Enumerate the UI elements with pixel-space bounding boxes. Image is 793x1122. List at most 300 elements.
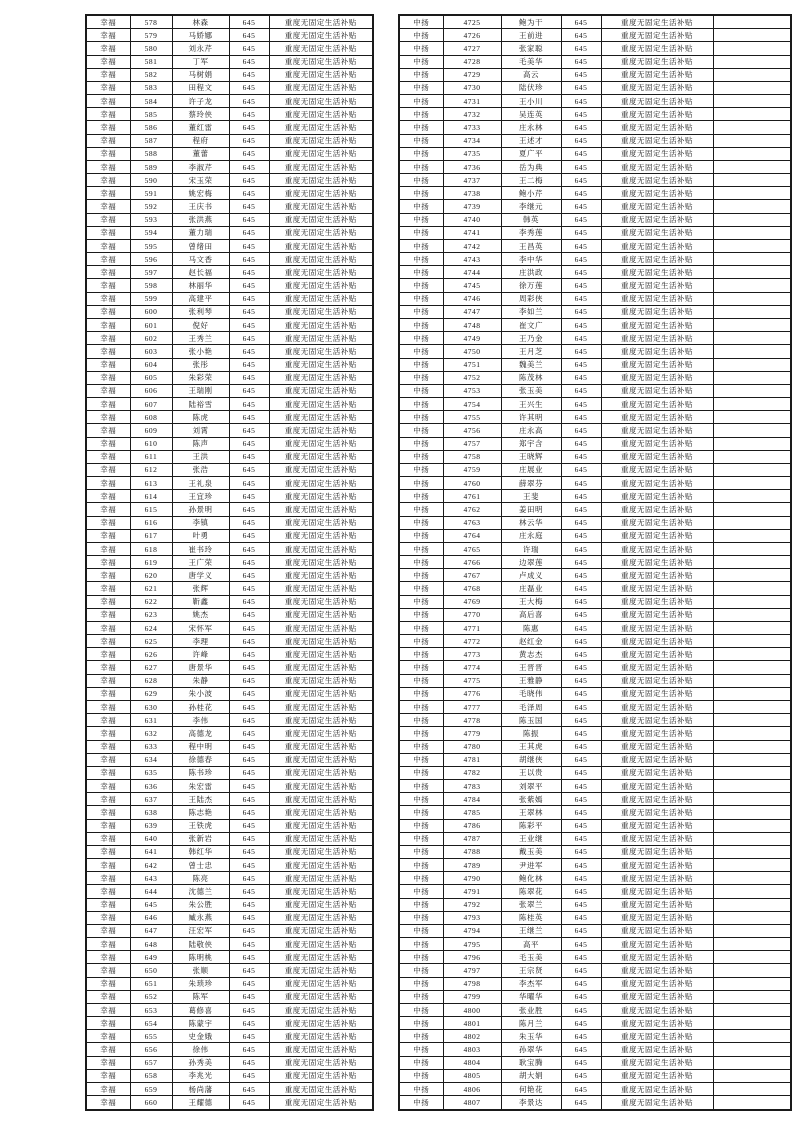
empty-cell — [713, 780, 791, 793]
amount-cell: 645 — [561, 898, 601, 911]
name-cell: 马树娟 — [172, 68, 229, 81]
serial-cell: 4783 — [443, 780, 501, 793]
subsidy-cell: 重度无固定生活补贴 — [601, 490, 713, 503]
serial-cell: 4740 — [443, 213, 501, 226]
amount-cell: 645 — [561, 55, 601, 68]
subsidy-cell: 重度无固定生活补贴 — [601, 1056, 713, 1069]
amount-cell: 645 — [229, 332, 269, 345]
subsidy-cell: 重度无固定生活补贴 — [269, 1030, 373, 1043]
region-cell: 幸福 — [86, 226, 130, 239]
serial-cell: 582 — [130, 68, 172, 81]
subsidy-cell: 重度无固定生活补贴 — [601, 542, 713, 555]
name-cell: 高后喜 — [501, 608, 561, 621]
subsidy-cell: 重度无固定生活补贴 — [601, 174, 713, 187]
serial-cell: 4771 — [443, 621, 501, 634]
empty-cell — [713, 226, 791, 239]
subsidy-cell: 重度无固定生活补贴 — [269, 569, 373, 582]
serial-cell: 614 — [130, 490, 172, 503]
table-row — [86, 753, 373, 766]
subsidy-cell: 重度无固定生活补贴 — [601, 753, 713, 766]
serial-cell: 4770 — [443, 608, 501, 621]
subsidy-cell: 重度无固定生活补贴 — [601, 29, 713, 42]
serial-cell: 585 — [130, 108, 172, 121]
subsidy-cell: 重度无固定生活补贴 — [601, 569, 713, 582]
serial-cell: 634 — [130, 753, 172, 766]
region-cell: 中扬 — [399, 200, 443, 213]
serial-cell: 638 — [130, 806, 172, 819]
empty-cell — [713, 700, 791, 713]
empty-cell — [713, 1096, 791, 1110]
subsidy-cell: 重度无固定生活补贴 — [601, 529, 713, 542]
serial-cell: 619 — [130, 556, 172, 569]
table-row — [399, 121, 791, 134]
serial-cell: 4784 — [443, 793, 501, 806]
table-row — [399, 845, 791, 858]
name-cell: 李继元 — [501, 200, 561, 213]
amount-cell: 645 — [229, 608, 269, 621]
name-cell: 崔文广 — [501, 319, 561, 332]
subsidy-cell: 重度无固定生活补贴 — [269, 621, 373, 634]
table-row — [399, 42, 791, 55]
region-cell: 幸福 — [86, 516, 130, 529]
region-cell: 幸福 — [86, 1017, 130, 1030]
serial-cell: 583 — [130, 81, 172, 94]
subsidy-cell: 重度无固定生活补贴 — [269, 305, 373, 318]
serial-cell: 4776 — [443, 687, 501, 700]
amount-cell: 645 — [561, 424, 601, 437]
amount-cell: 645 — [229, 42, 269, 55]
region-cell: 中扬 — [399, 160, 443, 173]
serial-cell: 4760 — [443, 477, 501, 490]
name-cell: 戴玉美 — [501, 845, 561, 858]
amount-cell: 645 — [561, 806, 601, 819]
region-cell: 幸福 — [86, 740, 130, 753]
amount-cell: 645 — [561, 582, 601, 595]
table-row — [399, 898, 791, 911]
serial-cell: 641 — [130, 845, 172, 858]
table-row — [86, 819, 373, 832]
empty-cell — [713, 529, 791, 542]
name-cell: 刘翠平 — [501, 780, 561, 793]
amount-cell: 645 — [561, 714, 601, 727]
serial-cell: 4755 — [443, 411, 501, 424]
amount-cell: 645 — [229, 239, 269, 252]
region-cell: 幸福 — [86, 542, 130, 555]
table-row — [86, 859, 373, 872]
subsidy-cell: 重度无固定生活补贴 — [601, 1082, 713, 1095]
name-cell: 魏美兰 — [501, 358, 561, 371]
amount-cell: 645 — [561, 42, 601, 55]
amount-cell: 645 — [229, 424, 269, 437]
amount-cell: 645 — [229, 885, 269, 898]
name-cell: 王礼泉 — [172, 477, 229, 490]
subsidy-cell: 重度无固定生活补贴 — [269, 490, 373, 503]
subsidy-cell: 重度无固定生活补贴 — [269, 371, 373, 384]
name-cell: 王乃金 — [501, 332, 561, 345]
table-row — [86, 411, 373, 424]
region-cell: 中扬 — [399, 898, 443, 911]
table-row — [86, 938, 373, 951]
empty-cell — [713, 648, 791, 661]
name-cell: 葛修喜 — [172, 1003, 229, 1016]
region-cell: 幸福 — [86, 569, 130, 582]
amount-cell: 645 — [229, 437, 269, 450]
serial-cell: 4788 — [443, 845, 501, 858]
table-row — [399, 134, 791, 147]
serial-cell: 601 — [130, 319, 172, 332]
serial-cell: 4758 — [443, 450, 501, 463]
amount-cell: 645 — [561, 411, 601, 424]
name-cell: 王洪 — [172, 450, 229, 463]
table-row — [399, 569, 791, 582]
subsidy-cell: 重度无固定生活补贴 — [601, 872, 713, 885]
amount-cell: 645 — [561, 753, 601, 766]
serial-cell: 588 — [130, 147, 172, 160]
table-row — [86, 740, 373, 753]
name-cell: 朱彩荣 — [172, 371, 229, 384]
region-cell: 中扬 — [399, 55, 443, 68]
serial-cell: 591 — [130, 187, 172, 200]
region-cell: 中扬 — [399, 569, 443, 582]
table-row — [399, 1030, 791, 1043]
name-cell: 蔡玲侠 — [172, 108, 229, 121]
amount-cell: 645 — [561, 674, 601, 687]
name-cell: 陆敬侠 — [172, 938, 229, 951]
amount-cell: 645 — [229, 819, 269, 832]
region-cell: 中扬 — [399, 411, 443, 424]
subsidy-cell: 重度无固定生活补贴 — [601, 859, 713, 872]
amount-cell: 645 — [229, 200, 269, 213]
subsidy-cell: 重度无固定生活补贴 — [601, 411, 713, 424]
serial-cell: 616 — [130, 516, 172, 529]
name-cell: 毛玉美 — [501, 951, 561, 964]
region-cell: 中扬 — [399, 1069, 443, 1082]
serial-cell: 626 — [130, 648, 172, 661]
serial-cell: 629 — [130, 687, 172, 700]
name-cell: 卢成义 — [501, 569, 561, 582]
region-cell: 中扬 — [399, 68, 443, 81]
serial-cell: 4753 — [443, 384, 501, 397]
name-cell: 董蕾 — [172, 147, 229, 160]
subsidy-cell: 重度无固定生活补贴 — [269, 1096, 373, 1110]
table-row — [86, 226, 373, 239]
table-row — [86, 266, 373, 279]
name-cell: 姚杰 — [172, 608, 229, 621]
empty-cell — [713, 1030, 791, 1043]
subsidy-cell: 重度无固定生活补贴 — [269, 1003, 373, 1016]
region-cell: 幸福 — [86, 964, 130, 977]
serial-cell: 4736 — [443, 160, 501, 173]
table-row — [399, 1069, 791, 1082]
serial-cell: 625 — [130, 635, 172, 648]
table-row — [399, 15, 791, 29]
table-row — [399, 55, 791, 68]
subsidy-cell: 重度无固定生活补贴 — [269, 398, 373, 411]
empty-cell — [713, 253, 791, 266]
table-row — [399, 345, 791, 358]
amount-cell: 645 — [561, 239, 601, 252]
serial-cell: 4780 — [443, 740, 501, 753]
serial-cell: 4725 — [443, 15, 501, 29]
table-row — [86, 424, 373, 437]
amount-cell: 645 — [561, 174, 601, 187]
region-cell: 幸福 — [86, 95, 130, 108]
name-cell: 朱公胜 — [172, 898, 229, 911]
serial-cell: 639 — [130, 819, 172, 832]
amount-cell: 645 — [561, 780, 601, 793]
amount-cell: 645 — [229, 226, 269, 239]
empty-cell — [713, 819, 791, 832]
name-cell: 崔书玲 — [172, 542, 229, 555]
amount-cell: 645 — [561, 516, 601, 529]
amount-cell: 645 — [229, 806, 269, 819]
amount-cell: 645 — [561, 147, 601, 160]
subsidy-cell: 重度无固定生活补贴 — [269, 266, 373, 279]
amount-cell: 645 — [561, 556, 601, 569]
region-cell: 幸福 — [86, 595, 130, 608]
serial-cell: 621 — [130, 582, 172, 595]
amount-cell: 645 — [229, 898, 269, 911]
subsidy-cell: 重度无固定生活补贴 — [269, 437, 373, 450]
region-cell: 中扬 — [399, 766, 443, 779]
amount-cell: 645 — [229, 727, 269, 740]
amount-cell: 645 — [229, 213, 269, 226]
table-row — [86, 1003, 373, 1016]
region-cell: 中扬 — [399, 332, 443, 345]
amount-cell: 645 — [229, 700, 269, 713]
serial-cell: 4772 — [443, 635, 501, 648]
name-cell: 朱玉华 — [501, 1030, 561, 1043]
serial-cell: 4790 — [443, 872, 501, 885]
serial-cell: 640 — [130, 832, 172, 845]
amount-cell: 645 — [229, 687, 269, 700]
subsidy-cell: 重度无固定生活补贴 — [601, 384, 713, 397]
table-row — [399, 832, 791, 845]
subsidy-cell: 重度无固定生活补贴 — [269, 635, 373, 648]
region-cell: 中扬 — [399, 213, 443, 226]
table-row — [86, 964, 373, 977]
empty-cell — [713, 174, 791, 187]
amount-cell: 645 — [561, 529, 601, 542]
name-cell: 程中明 — [172, 740, 229, 753]
empty-cell — [713, 595, 791, 608]
region-cell: 幸福 — [86, 845, 130, 858]
subsidy-cell: 重度无固定生活补贴 — [601, 938, 713, 951]
name-cell: 毛泽周 — [501, 700, 561, 713]
amount-cell: 645 — [229, 911, 269, 924]
region-cell: 幸福 — [86, 279, 130, 292]
name-cell: 陈玉国 — [501, 714, 561, 727]
subsidy-cell: 重度无固定生活补贴 — [269, 990, 373, 1003]
empty-cell — [713, 911, 791, 924]
region-cell: 中扬 — [399, 1003, 443, 1016]
empty-cell — [713, 42, 791, 55]
serial-cell: 4762 — [443, 503, 501, 516]
serial-cell: 623 — [130, 608, 172, 621]
region-cell: 幸福 — [86, 621, 130, 634]
table-row — [399, 806, 791, 819]
serial-cell: 613 — [130, 477, 172, 490]
table-row — [399, 503, 791, 516]
subsidy-cell: 重度无固定生活补贴 — [269, 727, 373, 740]
subsidy-cell: 重度无固定生活补贴 — [601, 371, 713, 384]
empty-cell — [713, 490, 791, 503]
amount-cell: 645 — [229, 68, 269, 81]
table-row — [399, 582, 791, 595]
name-cell: 张彤 — [172, 358, 229, 371]
region-cell: 幸福 — [86, 68, 130, 81]
table-row — [86, 793, 373, 806]
region-cell: 中扬 — [399, 490, 443, 503]
serial-cell: 633 — [130, 740, 172, 753]
region-cell: 中扬 — [399, 516, 443, 529]
table-row — [86, 160, 373, 173]
region-cell: 中扬 — [399, 885, 443, 898]
region-cell: 中扬 — [399, 1056, 443, 1069]
table-row — [86, 358, 373, 371]
name-cell: 王瑞刚 — [172, 384, 229, 397]
subsidy-cell: 重度无固定生活补贴 — [601, 740, 713, 753]
amount-cell: 645 — [229, 714, 269, 727]
region-cell: 幸福 — [86, 911, 130, 924]
name-cell: 王雅静 — [501, 674, 561, 687]
region-cell: 中扬 — [399, 700, 443, 713]
amount-cell: 645 — [561, 332, 601, 345]
region-cell: 幸福 — [86, 174, 130, 187]
subsidy-cell: 重度无固定生活补贴 — [269, 648, 373, 661]
empty-cell — [713, 661, 791, 674]
serial-cell: 4757 — [443, 437, 501, 450]
region-cell: 幸福 — [86, 490, 130, 503]
table-row — [86, 174, 373, 187]
region-cell: 幸福 — [86, 200, 130, 213]
table-row — [86, 1096, 373, 1110]
subsidy-cell: 重度无固定生活补贴 — [601, 595, 713, 608]
region-cell: 幸福 — [86, 15, 130, 29]
region-cell: 幸福 — [86, 977, 130, 990]
subsidy-cell: 重度无固定生活补贴 — [601, 635, 713, 648]
table-row — [399, 938, 791, 951]
region-cell: 中扬 — [399, 911, 443, 924]
table-row — [399, 108, 791, 121]
amount-cell: 645 — [229, 556, 269, 569]
serial-cell: 4798 — [443, 977, 501, 990]
table-row — [399, 239, 791, 252]
subsidy-cell: 重度无固定生活补贴 — [269, 714, 373, 727]
serial-cell: 4769 — [443, 595, 501, 608]
serial-cell: 656 — [130, 1043, 172, 1056]
region-cell: 幸福 — [86, 661, 130, 674]
empty-cell — [713, 477, 791, 490]
region-cell: 中扬 — [399, 450, 443, 463]
serial-cell: 617 — [130, 529, 172, 542]
name-cell: 曾士忠 — [172, 859, 229, 872]
region-cell: 中扬 — [399, 437, 443, 450]
serial-cell: 651 — [130, 977, 172, 990]
table-row — [86, 648, 373, 661]
subsidy-cell: 重度无固定生活补贴 — [269, 885, 373, 898]
subsidy-cell: 重度无固定生活补贴 — [601, 911, 713, 924]
amount-cell: 645 — [561, 384, 601, 397]
subsidy-cell: 重度无固定生活补贴 — [601, 450, 713, 463]
name-cell: 李淑芹 — [172, 160, 229, 173]
table-row — [399, 1043, 791, 1056]
table-row — [399, 253, 791, 266]
table-row — [399, 411, 791, 424]
serial-cell: 4775 — [443, 674, 501, 687]
name-cell: 庄永林 — [501, 121, 561, 134]
name-cell: 陈书珍 — [172, 766, 229, 779]
region-cell: 幸福 — [86, 134, 130, 147]
serial-cell: 581 — [130, 55, 172, 68]
region-cell: 幸福 — [86, 81, 130, 94]
name-cell: 张利琴 — [172, 305, 229, 318]
subsidy-cell: 重度无固定生活补贴 — [601, 503, 713, 516]
serial-cell: 4763 — [443, 516, 501, 529]
subsidy-cell: 重度无固定生活补贴 — [601, 727, 713, 740]
subsidy-cell: 重度无固定生活补贴 — [269, 1069, 373, 1082]
region-cell: 中扬 — [399, 990, 443, 1003]
empty-cell — [713, 1056, 791, 1069]
amount-cell: 645 — [561, 134, 601, 147]
region-cell: 幸福 — [86, 292, 130, 305]
name-cell: 华曜华 — [501, 990, 561, 1003]
name-cell: 何艳花 — [501, 1082, 561, 1095]
region-cell: 中扬 — [399, 977, 443, 990]
empty-cell — [713, 1003, 791, 1016]
region-cell: 中扬 — [399, 964, 443, 977]
serial-cell: 4735 — [443, 147, 501, 160]
empty-cell — [713, 845, 791, 858]
empty-cell — [713, 147, 791, 160]
subsidy-cell: 重度无固定生活补贴 — [269, 1056, 373, 1069]
serial-cell: 4792 — [443, 898, 501, 911]
table-row — [86, 95, 373, 108]
amount-cell: 645 — [561, 621, 601, 634]
table-row — [399, 608, 791, 621]
region-cell: 中扬 — [399, 582, 443, 595]
subsidy-cell: 重度无固定生活补贴 — [601, 108, 713, 121]
amount-cell: 645 — [561, 279, 601, 292]
empty-cell — [713, 503, 791, 516]
amount-cell: 645 — [561, 108, 601, 121]
table-row — [399, 358, 791, 371]
subsidy-cell: 重度无固定生活补贴 — [269, 411, 373, 424]
amount-cell: 645 — [229, 463, 269, 476]
name-cell: 林云华 — [501, 516, 561, 529]
name-cell: 陆伏珍 — [501, 81, 561, 94]
region-cell: 中扬 — [399, 29, 443, 42]
region-cell: 幸福 — [86, 108, 130, 121]
subsidy-cell: 重度无固定生活补贴 — [601, 898, 713, 911]
subsidy-cell: 重度无固定生活补贴 — [269, 753, 373, 766]
subsidy-cell: 重度无固定生活补贴 — [269, 450, 373, 463]
table-row — [399, 279, 791, 292]
serial-cell: 4728 — [443, 55, 501, 68]
table-row — [86, 951, 373, 964]
table-row — [86, 911, 373, 924]
amount-cell: 645 — [229, 529, 269, 542]
name-cell: 张辉 — [172, 582, 229, 595]
amount-cell: 645 — [561, 635, 601, 648]
table-row — [86, 332, 373, 345]
name-cell: 陈月兰 — [501, 1017, 561, 1030]
name-cell: 姜田明 — [501, 503, 561, 516]
subsidy-cell: 重度无固定生活补贴 — [269, 503, 373, 516]
subsidy-cell: 重度无固定生活补贴 — [601, 42, 713, 55]
region-cell: 中扬 — [399, 845, 443, 858]
table-row — [399, 213, 791, 226]
